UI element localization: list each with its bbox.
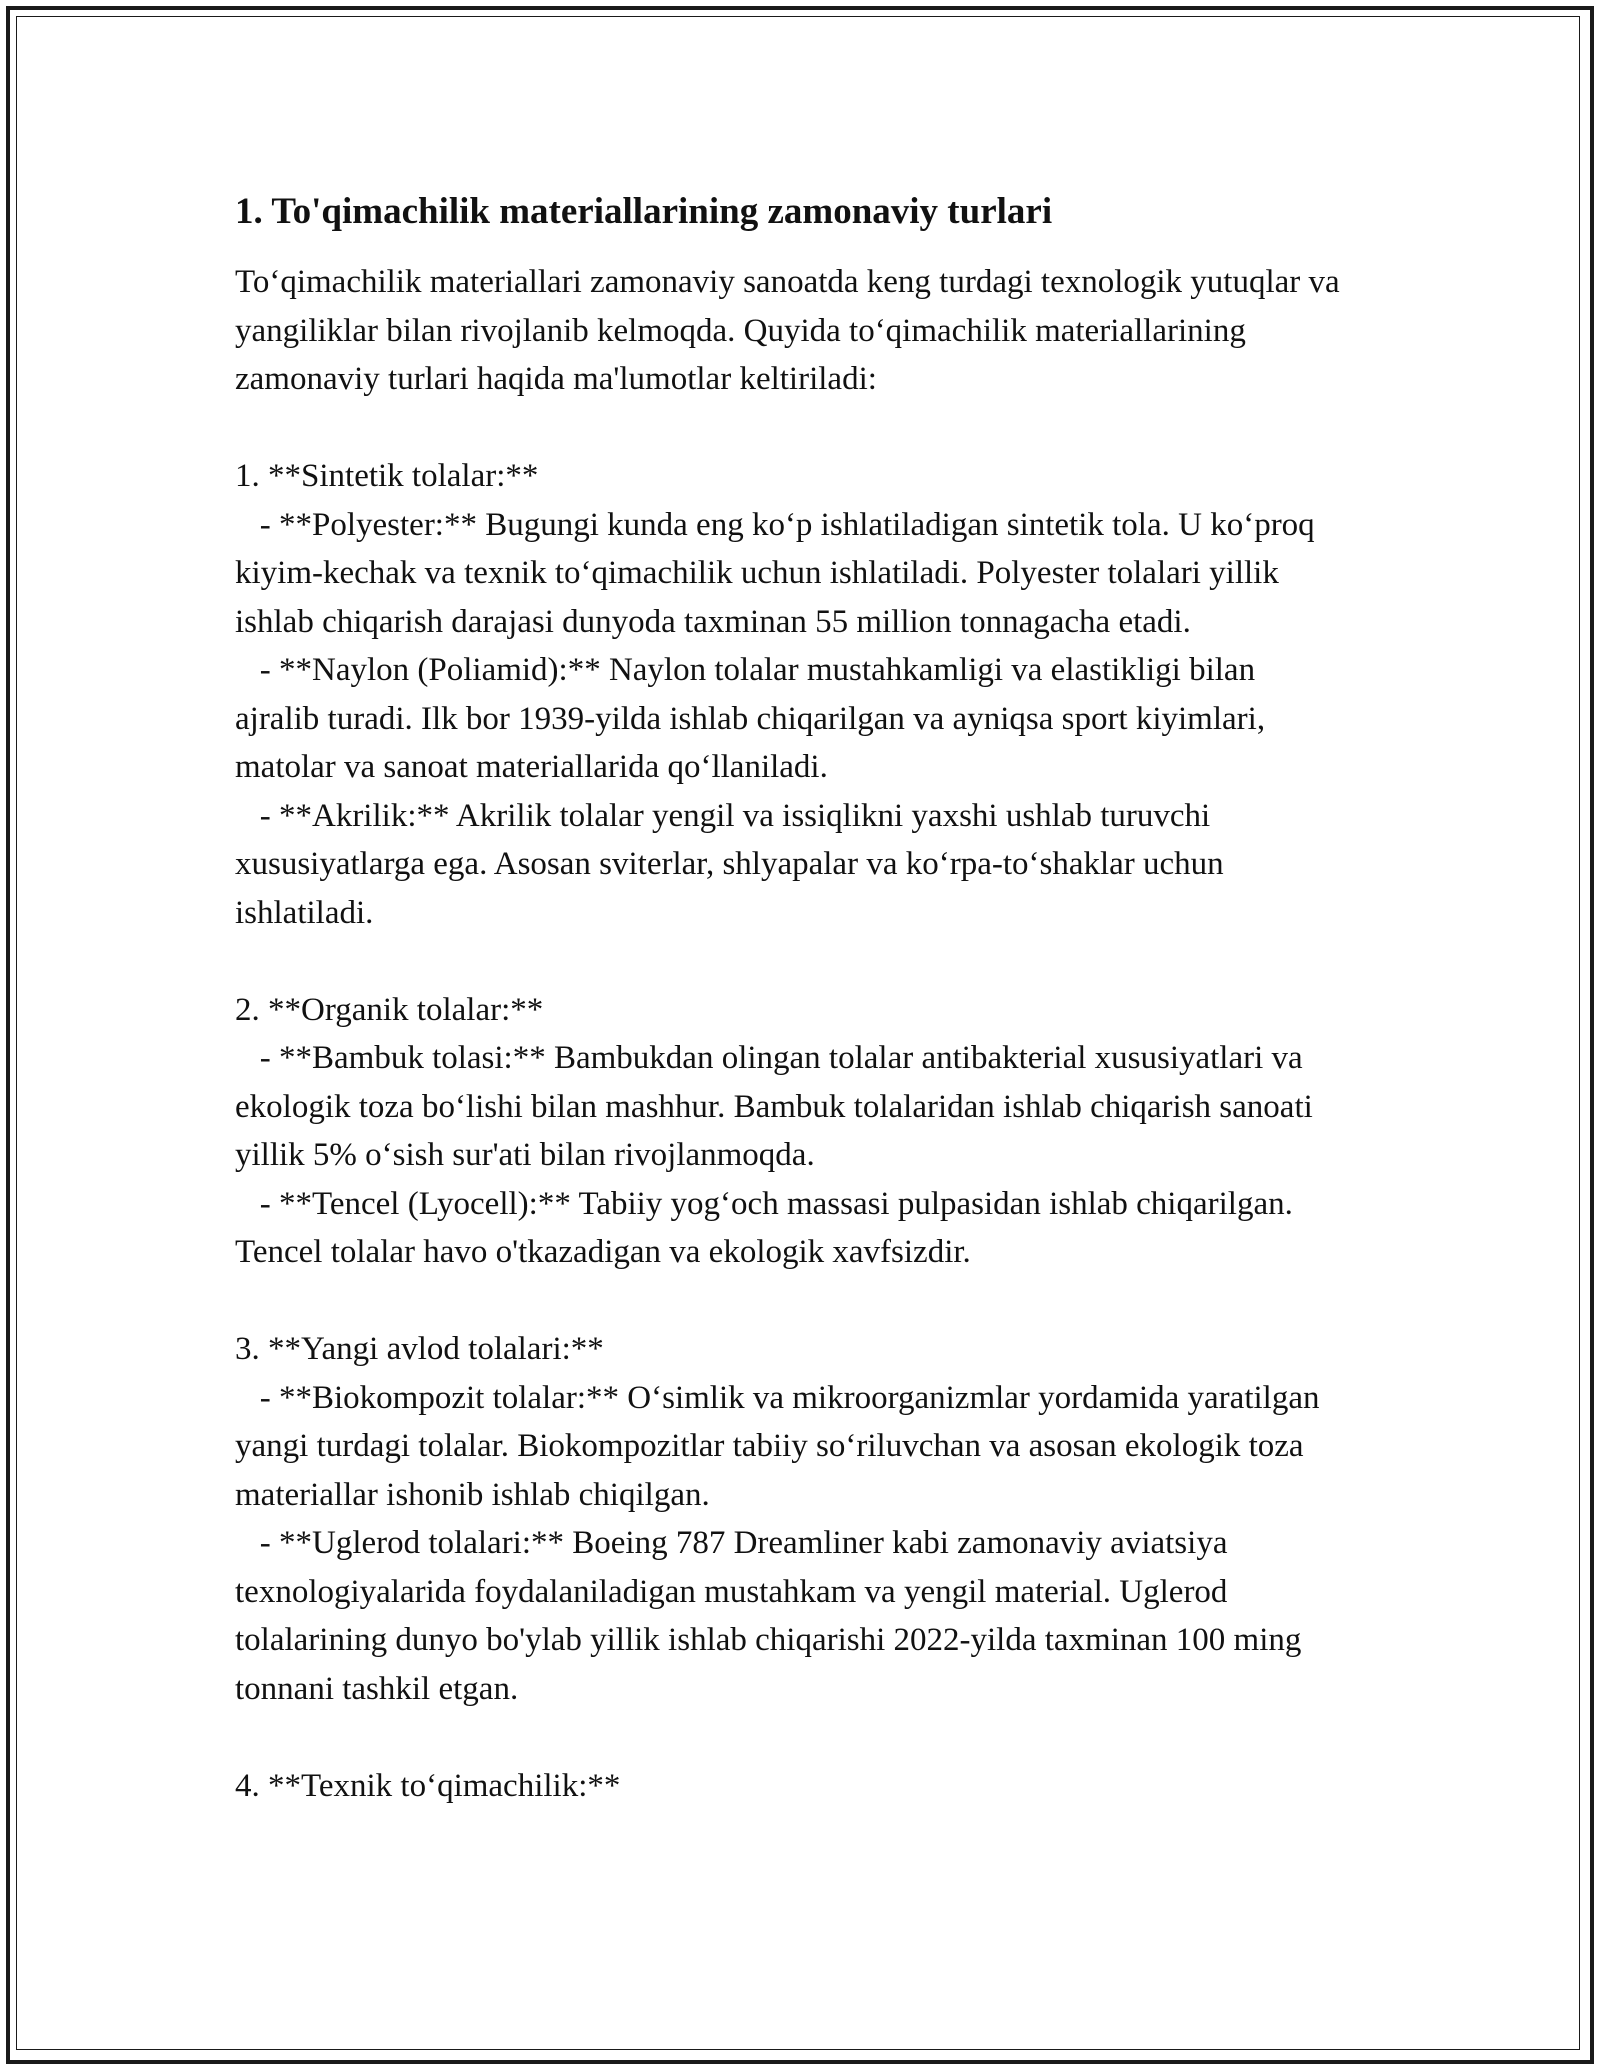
spacer (235, 937, 1345, 986)
list-item: - **Polyester:** Bugungi kunda eng ko‘p ishlatiladigan sintetik tola. U ko‘proq kiyim-kechak va texnik to‘qimachilik uchun ishlatiladi. Polyester tolalari yillik ishlab chiqarish darajasi dunyoda taxminan 55 million tonnagacha etadi. (235, 506, 1323, 640)
section-new-generation-fibers (235, 1325, 1345, 1713)
spacer (235, 1713, 1345, 1762)
intro-paragraph: To‘qimachilik materiallari zamonaviy sanoatda keng turdagi texnologik yutuqlar va yangiliklar bilan rivojlanib kelmoqda. Quyida to‘qimachilik materiallarining zamonaviy turlari haqida ma'lumotlar keltiriladi: (235, 264, 1348, 397)
list-item: - **Akrilik:** Akrilik tolalar yengil va issiqlikni yaxshi ushlab turuvchi xususiyatlarga ega. Asosan sviterlar, shlyapalar va ko‘rpa-to‘shaklar uchun ishlatiladi. (235, 797, 1232, 931)
list-item: - **Bambuk tolasi:** Bambukdan olingan tolalar antibakterial xususiyatlari va ekologik toza bo‘lishi bilan mashhur. Bambuk tolalaridan ishlab chiqarish sanoati yillik 5% o‘sish sur'ati bilan rivojlanmoqda. (235, 1040, 1322, 1173)
list-item: - **Tencel (Lyocell):** Tabiiy yog‘och massasi pulpasidan ishlab chiqarilgan. Tencel tolalar havo o'tkazadigan va ekologik xavfsizdir. (235, 1185, 1301, 1270)
document-title: 1. To'qimachilik materiallarining zamonaviy turlari (235, 191, 1053, 232)
section-heading: 2. **Organik tolalar:** (235, 991, 544, 1028)
document-body (235, 258, 1348, 1810)
section-technical-textiles (235, 1762, 1345, 1811)
section-heading: 1. **Sintetik tolalar:** (235, 458, 539, 494)
list-item: - **Uglerod tolalari:** Boeing 787 Dreamliner kabi zamonaviy aviatsiya texnologiyalarida foydalaniladigan mustahkam va yengil material. Uglerod tolalarining dunyo bo'ylab yillik ishlab chiqarishi 2022-yilda taxminan 100 ming tonnani tashkil etgan. (235, 1525, 1310, 1707)
list-item: - **Biokompozit tolalar:** O‘simlik va mikroorganizmlar yordamida yaratilgan yangi turdagi tolalar. Biokompozitlar tabiiy so‘riluvchan va asosan ekologik toza materiallar ishonib ishlab chiqilgan. (235, 1379, 1328, 1513)
spacer (235, 1277, 1345, 1326)
list-item: - **Naylon (Poliamid):** Naylon tolalar mustahkamligi va elastikligi bilan ajralib turadi. Ilk bor 1939-yilda ishlab chiqarilgan va ayniqsa sport kiyimlari, matolar va sanoat materiallarida qo‘llaniladi. (235, 652, 1274, 785)
spacer (235, 404, 1345, 453)
section-heading: 4. **Texnik to‘qimachilik:** (235, 1767, 621, 1804)
section-synthetic-fibers (235, 452, 1345, 937)
section-organic-fibers (235, 986, 1345, 1277)
section-heading: 3. **Yangi avlod tolalari:** (235, 1331, 604, 1367)
document-page (235, 188, 1365, 1810)
